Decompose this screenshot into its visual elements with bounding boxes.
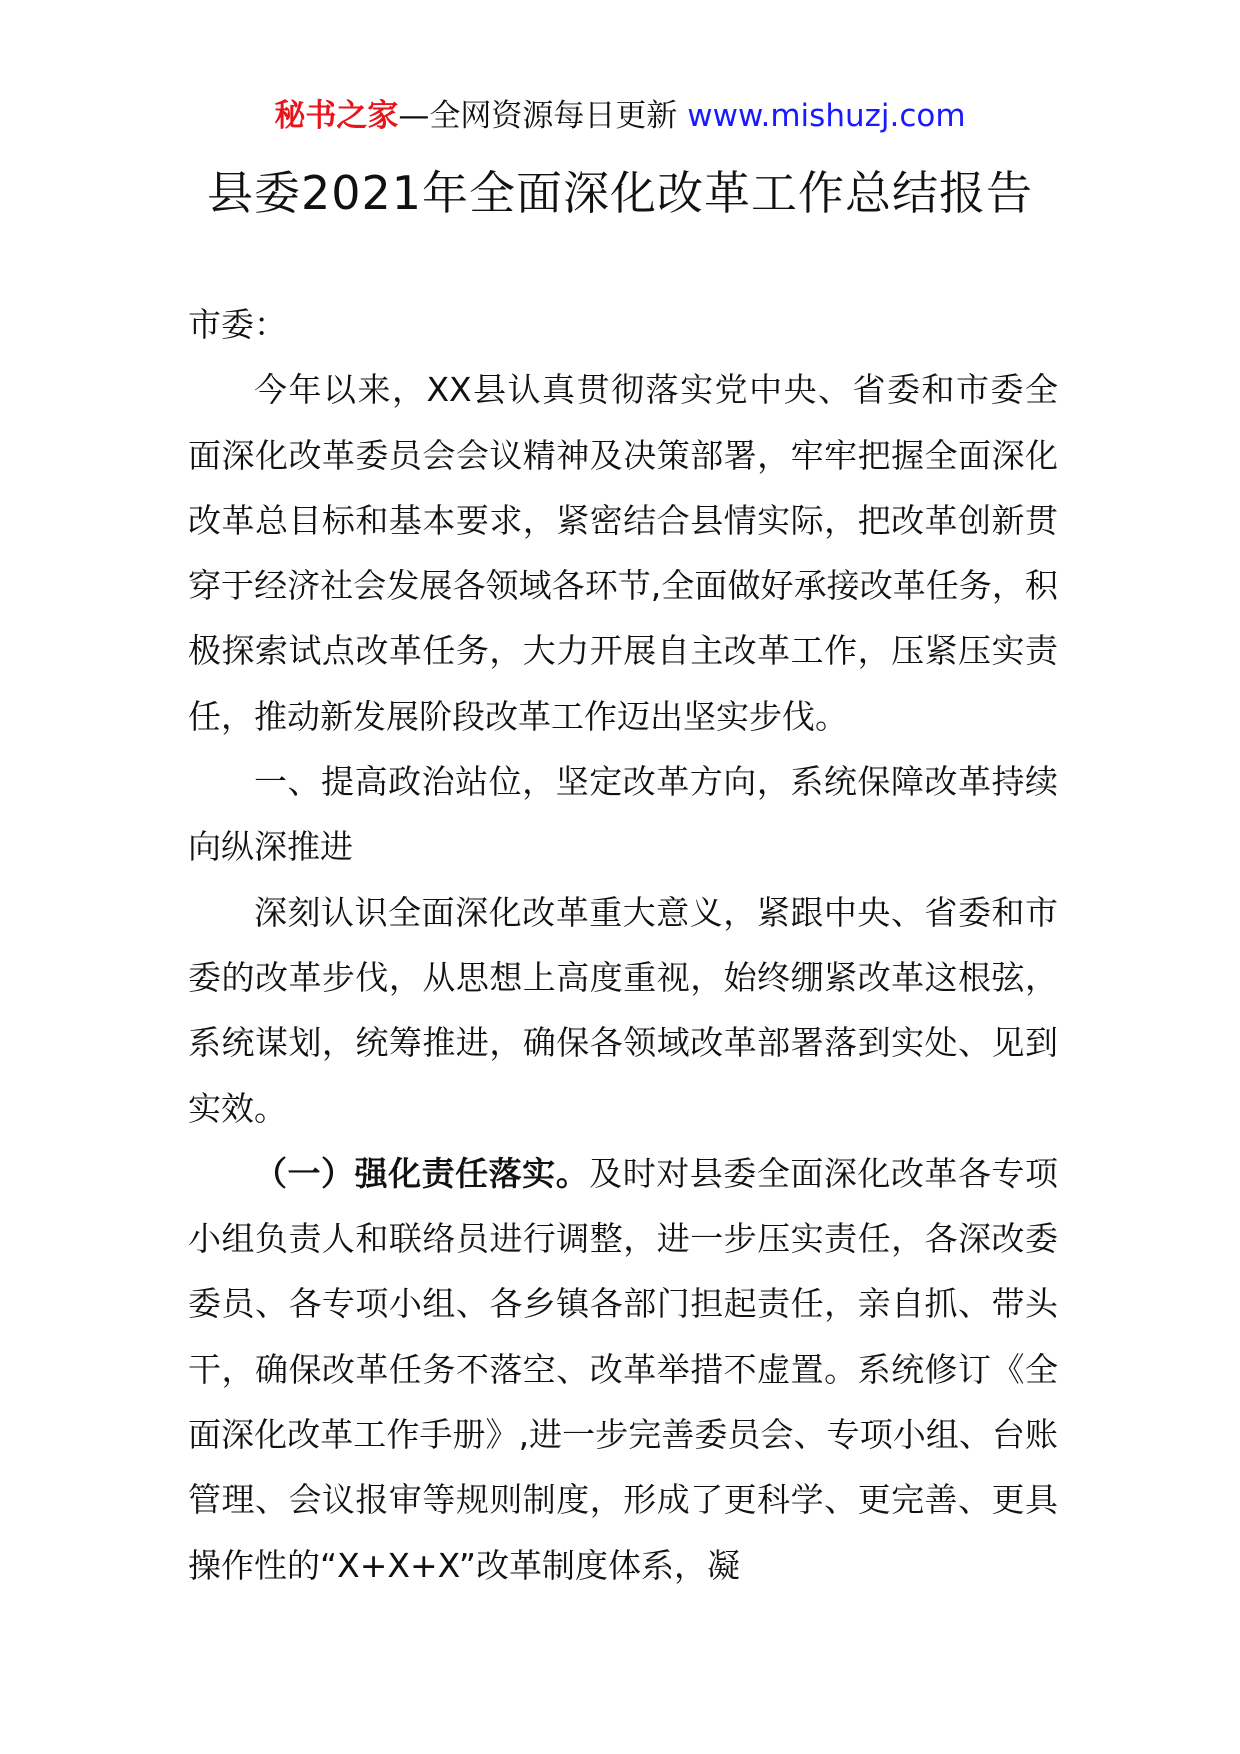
subsection-heading: （一）强化责任落实。 — [254, 1153, 590, 1193]
subsection-body: 及时对县委全面深化改革各专项小组负责人和联络员进行调整，进一步压实责任，各深改委委员、各专项小组、各乡镇各部门担起责任，亲自抓、带头干，确保改革任务不落空、改革举措不虚置。系统修订《全面深化改革工作手册》,进一步完善委员会、专项小组、台账管理、会议报审等规则制度，形成了更科学、更完善、更具操作性的“X+X+X”改革制度体系，凝 — [188, 1153, 1059, 1585]
intro-paragraph: 今年以来，XX县认真贯彻落实党中央、省委和市委全面深化改革委员会会议精神及决策部署，牢牢把握全面深化改革总目标和基本要求，紧密结合县情实际，把改革创新贯穿于经济社会发展各领域各环节,全面做好承接改革任务，积极探索试点改革任务，大力开展自主改革工作，压紧压实责任，推动新发展阶段改革工作迈出坚实步伐。 — [188, 370, 1058, 736]
document-body — [188, 292, 1058, 1598]
header-tagline: —全网资源每日更新 — [398, 98, 688, 134]
subsection-paragraph — [188, 1141, 1058, 1598]
document-title: 县委2021年全面深化改革工作总结报告 — [206, 166, 1034, 220]
brand-name: 秘书之家 — [274, 98, 399, 134]
salutation: 市委： — [188, 305, 287, 344]
site-url-link[interactable]: www.mishuzj.com — [687, 98, 966, 134]
site-header — [0, 96, 1240, 136]
section-intro-paragraph: 深刻认识全面深化改革重大意义，紧跟中央、省委和市委的改革步伐，从思想上高度重视，始终绷紧改革这根弦，系统谋划，统筹推进，确保各领域改革部署落到实处、见到实效。 — [188, 892, 1058, 1128]
section-heading: 一、提高政治站位，坚定改革方向，系统保障改革持续向纵深推进 — [188, 762, 1058, 867]
